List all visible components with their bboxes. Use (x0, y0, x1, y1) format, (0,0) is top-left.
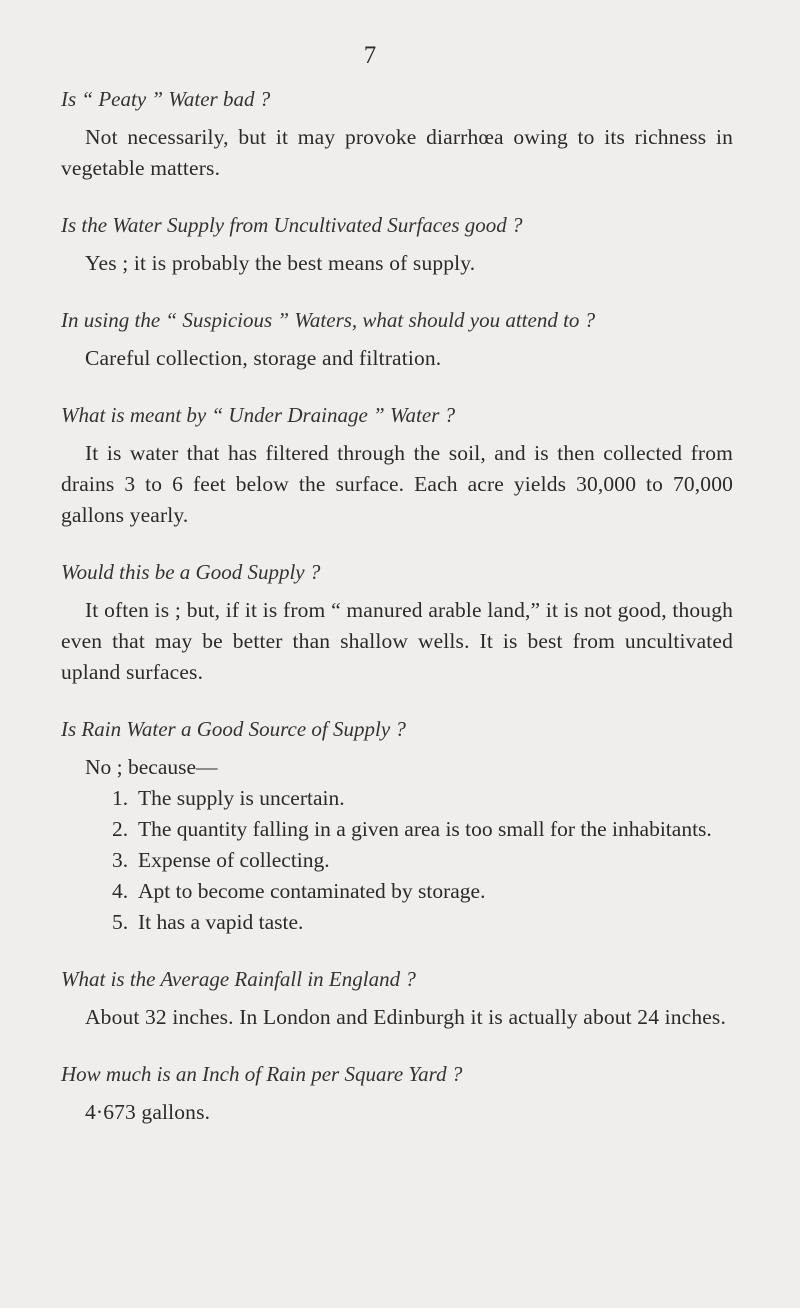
answer: It is water that has filtered through the soil, and is then collected from drains 3 to 6 feet below the surface. Each acre yields 30,000 to 70,000 gallons yearly. (61, 441, 733, 527)
page-number: 7 (363, 42, 377, 69)
reasons-list (61, 783, 733, 938)
question: How much is an Inch of Rain per Square Yard ? (61, 1062, 463, 1086)
answer: 4·673 gallons. (85, 1100, 211, 1124)
list-text: The quantity falling in a given area is too small for the inhabitants. (138, 817, 712, 841)
answer: About 32 inches. In London and Edinburgh it is actually about 24 inches. (85, 1005, 726, 1029)
question: What is meant by “ Under Drainage ” Water ? (61, 403, 456, 427)
question: Is Rain Water a Good Source of Supply ? (61, 717, 406, 741)
list-number: 3. (112, 848, 129, 872)
list-item (61, 783, 733, 814)
list-item (61, 876, 733, 907)
question: What is the Average Rainfall in England ? (61, 967, 416, 991)
answer: It often is ; but, if it is from “ manured arable land,” it is not good, though even that may be better than shallow wells. It is best from uncultivated upland surfaces. (61, 598, 733, 684)
list-item (61, 907, 733, 938)
list-number: 2. (112, 817, 129, 841)
question: Is the Water Supply from Uncultivated Surfaces good ? (61, 213, 523, 237)
question: Is “ Peaty ” Water bad ? (61, 87, 271, 111)
list-number: 4. (112, 879, 129, 903)
list-number: 5. (112, 910, 129, 934)
list-text: The supply is uncertain. (138, 786, 345, 810)
qa-uncultivated-surfaces (61, 210, 733, 279)
answer: Yes ; it is probably the best means of supply. (85, 251, 476, 275)
qa-peaty-water (61, 84, 733, 184)
qa-inch-of-rain (61, 1059, 733, 1128)
list-text: Apt to become contaminated by storage. (138, 879, 486, 903)
qa-suspicious-waters (61, 305, 733, 374)
answer-lead: No ; because— (85, 755, 218, 779)
question: In using the “ Suspicious ” Waters, what should you attend to ? (61, 308, 596, 332)
list-item (61, 814, 733, 845)
page-content (61, 84, 733, 1154)
answer: Not necessarily, but it may provoke diarrhœa owing to its richness in vegetable matters. (61, 125, 733, 180)
qa-good-supply (61, 557, 733, 688)
list-text: It has a vapid taste. (138, 910, 304, 934)
qa-under-drainage (61, 400, 733, 531)
list-item (61, 845, 733, 876)
question: Would this be a Good Supply ? (61, 560, 321, 584)
qa-average-rainfall (61, 964, 733, 1033)
answer: Careful collection, storage and filtration. (85, 346, 442, 370)
list-number: 1. (112, 786, 129, 810)
list-text: Expense of collecting. (138, 848, 330, 872)
qa-rain-water (61, 714, 733, 938)
